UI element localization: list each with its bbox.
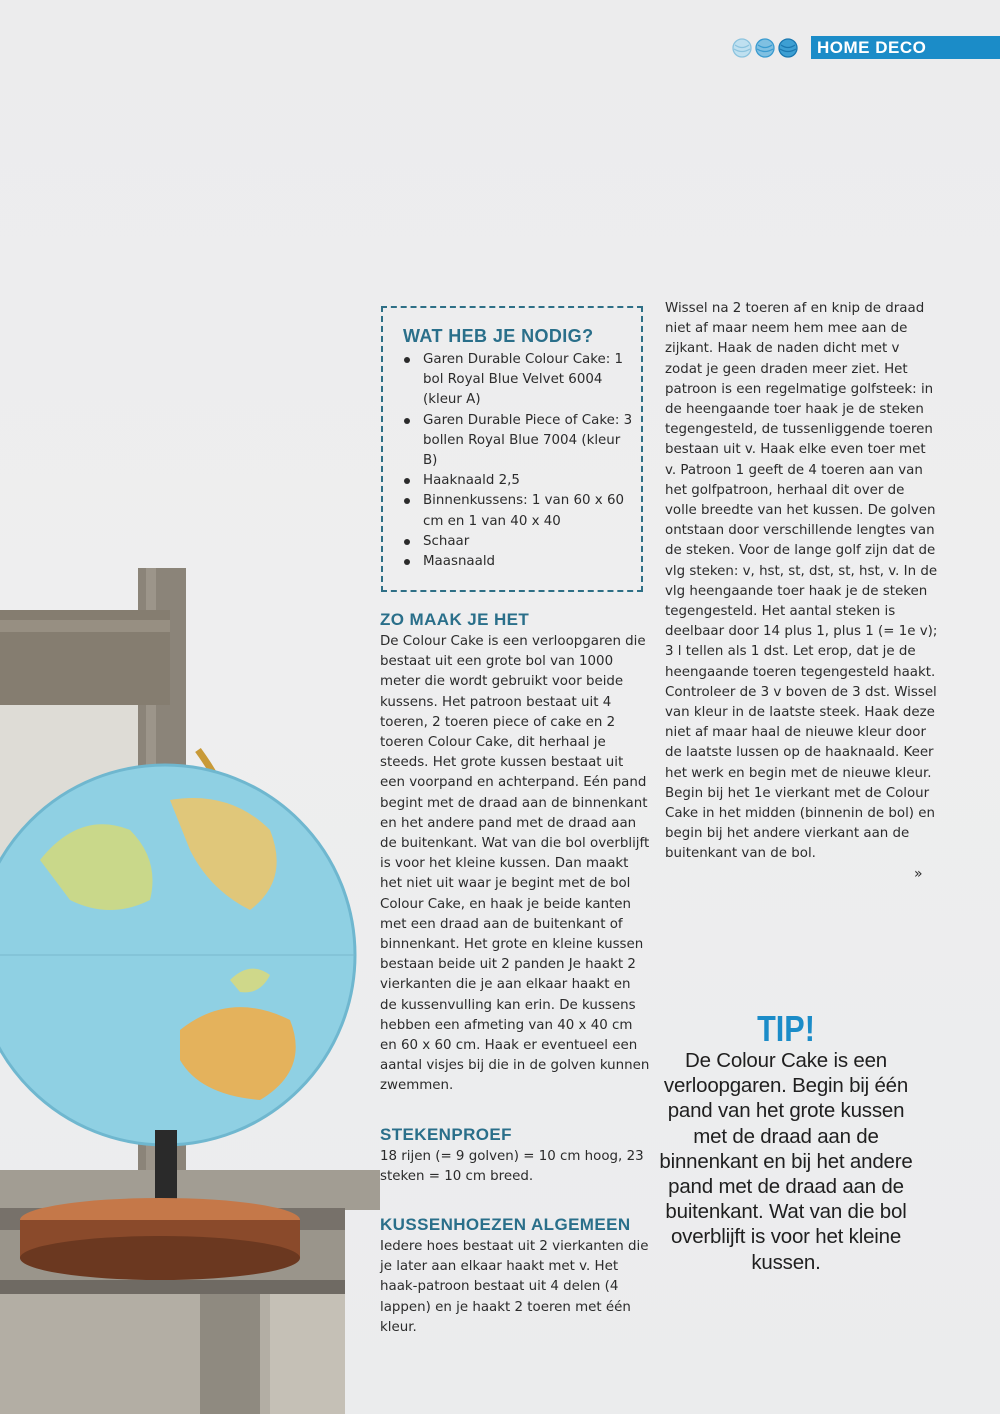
- needs-item: Garen Durable Colour Cake: 1 bol Royal Blue Velvet 6004 (kleur A): [403, 350, 635, 411]
- continue-mark: »: [914, 866, 923, 882]
- kussenhoezen-heading: KUSSENHOEZEN ALGEMEEN: [380, 1215, 631, 1234]
- kussenhoezen-paragraph: Iedere hoes bestaat uit 2 vierkanten die je later aan elkaar haakt met v. Het haak-patroon bestaat uit 4 delen (4 lappen) en je haakt 2 toeren met één kleur.: [380, 1239, 649, 1335]
- stekenproef-paragraph: 18 rijen (= 9 golven) = 10 cm hoog, 23 steken = 10 cm breed.: [380, 1149, 644, 1185]
- needs-heading: WAT HEB JE NODIG?: [403, 326, 594, 346]
- needs-item: Schaar: [403, 532, 635, 552]
- zomaak-paragraph: De Colour Cake is een verloopgaren die bestaat uit een grote bol van 1000 meter die wordt gebruikt voor beide kussens. Het patroon bestaat uit 4 toeren, 2 toeren piece of cake en 2 toeren Colour Cake, dit herhaal je steeds. Het grote kussen bestaat uit een voorpand en achterpand. Eén pand begint met de draad aan de binnenkant en het andere pand met de draad aan de buitenkant. Wat van die bol overblijft is voor het kleine kussen. Dan maakt het niet uit waar je begint met de bol Colour Cake, en haak je beide kanten met een draad aan de buitenkant of binnenkant. Het grote en kleine kussen bestaan beide uit 2 panden Je haakt 2 vierkanten die je aan elkaar haakt en de kussenvulling kan erin. De kussens hebben een afmeting van 40 x 40 cm en 60 x 60 cm. Haak er eventueel een aantal visjes bij die in de golven kunnen zwemmen.: [380, 634, 650, 1094]
- yarn-balls-icon: [731, 37, 803, 59]
- stekenproef-heading: STEKENPROEF: [380, 1125, 512, 1144]
- needs-item: Haaknaald 2,5: [403, 471, 635, 491]
- zomaak-heading: ZO MAAK JE HET: [380, 610, 530, 629]
- needs-item: Binnenkussens: 1 van 60 x 60 cm en 1 van 40 x 40: [403, 491, 635, 531]
- globe-on-chair-photo: [0, 560, 380, 1414]
- instructions-paragraph: Wissel na 2 toeren af en knip de draad niet af maar neem hem mee aan de zijkant. Haak de naden dicht met v zodat je geen draden meer ziet. Het patroon is een regelmatige golfsteek: in de heengaande toer haak je de steken tegengesteld, de tussenliggende toeren bestaan uit v. Haak elke even toer met v. Patroon 1 geeft de 4 toeren aan van het golfpatroon, herhaal dit over de volle breedte van het kussen. De golven ontstaan door verschillende lengtes van de steken. Voor de lange golf zijn dat de vlg steken: v, hst, st, dst, st, hst, v. In de vlg heengaande toer haak je de steken tegengesteld. Het aantal steken is deelbaar door 14 plus 1, plus 1 (= 1e v); 3 l tellen als 1 dst. Let erop, dat je de heengaande toeren tegengesteld haakt. Controleer de 3 v boven de 3 dst. Wissel van kleur in de laatste steek. Haak deze niet af maar haal de nieuwe kleur door de laatste lussen op de haaknaald. Keer het werk en begin met de nieuwe kleur. Begin bij het 1e vierkant met de Colour Cake in het midden (binnenin de bol) en begin bij het andere vierkant aan de buitenkant van de bol.: [665, 301, 938, 862]
- tip-title: TIP!: [757, 1008, 815, 1049]
- section-label: HOME DECO: [811, 36, 1000, 59]
- tip-text: De Colour Cake is een verloopgaren. Begin bij één pand van het grote kussen met de draad aan de binnenkant en bij het andere pand met de draad aan de buitenkant. Wat van die bol overblijft is voor het kleine kussen.: [659, 1049, 913, 1274]
- needs-list: [403, 350, 635, 572]
- needs-item: Garen Durable Piece of Cake: 3 bollen Royal Blue 7004 (kleur B): [403, 411, 635, 472]
- needs-item: Maasnaald: [403, 552, 635, 572]
